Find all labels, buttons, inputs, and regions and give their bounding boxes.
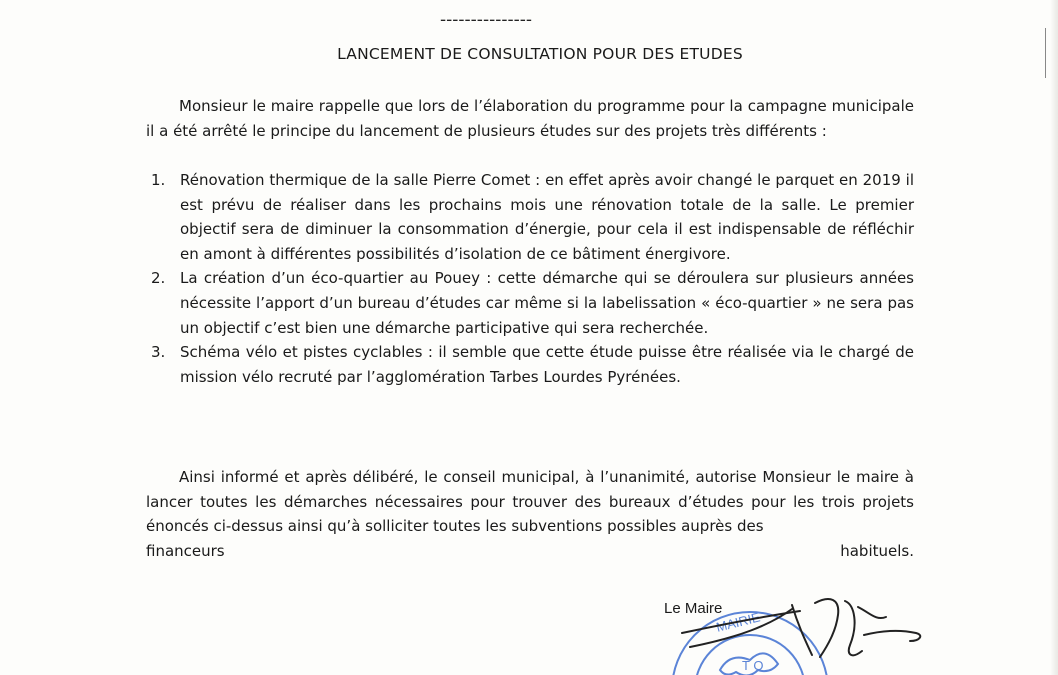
list-item-text: La création d’un éco-quartier au Pouey : cette démarche qui se déroulera sur plusieurs années nécessite l’apport d’un bureau d’études car même si la labelissation « éco-quartier » ne sera pas un objectif c’est bien une démarche participative qui sera recherchée.	[180, 269, 914, 337]
signature-stroke	[858, 607, 886, 618]
decision-end-right: habituels.	[840, 542, 914, 560]
list-item	[146, 266, 914, 340]
list-item-text: Schéma vélo et pistes cyclables : il semble que cette étude puisse être réalisée via le chargé de mission vélo recruté par l’agglomération Tarbes Lourdes Pyrénées.	[180, 343, 914, 386]
scan-edge	[1050, 0, 1058, 675]
handwritten-signature	[680, 585, 940, 670]
stamp-text-top: MAIRIE	[714, 609, 762, 635]
list-item	[146, 340, 914, 389]
list-item-number: 3.	[151, 343, 166, 362]
list-item-number: 1.	[151, 171, 166, 189]
list-item-text: Rénovation thermique de la salle Pierre Comet : en effet après avoir changé le parquet en 2019 il est prévu de réaliser dans les prochains mois une rénovation totale de la salle. Le premier objectif sera de diminuer la consommation d’énergie, pour cela il est indispensable de réfléchir en amont à différentes possibilités d’isolation de ce bâtiment énergivore.	[180, 171, 914, 263]
document-title: LANCEMENT DE CONSULTATION POUR DES ETUDES	[337, 45, 743, 63]
signature-stroke	[815, 599, 838, 657]
signature-stroke	[792, 605, 812, 655]
project-list	[146, 168, 914, 389]
signoff-label: Le Maire	[664, 600, 723, 617]
stamp-text-bottom: T O	[742, 658, 764, 673]
separator-line: ---------------	[440, 10, 533, 30]
intro-paragraph: Monsieur le maire rappelle que lors de l’élaboration du programme pour la campagne municipale il a été arrêté le principe du lancement de plusieurs études sur des projets très différents :	[146, 97, 914, 140]
signature-stroke	[845, 601, 862, 655]
signature-stroke	[864, 631, 920, 641]
decision-paragraph: Ainsi informé et après délibéré, le conseil municipal, à l’unanimité, autorise Monsieur le maire à lancer toutes les démarches nécessaires pour trouver des bureaux d’études pour les trois projets énoncés ci-dessus ainsi qu’à solliciter toutes les subventions possibles auprès des	[146, 468, 914, 536]
decision-end-left: financeurs	[146, 542, 225, 560]
list-item	[146, 168, 914, 266]
list-item-number: 2.	[151, 269, 166, 288]
